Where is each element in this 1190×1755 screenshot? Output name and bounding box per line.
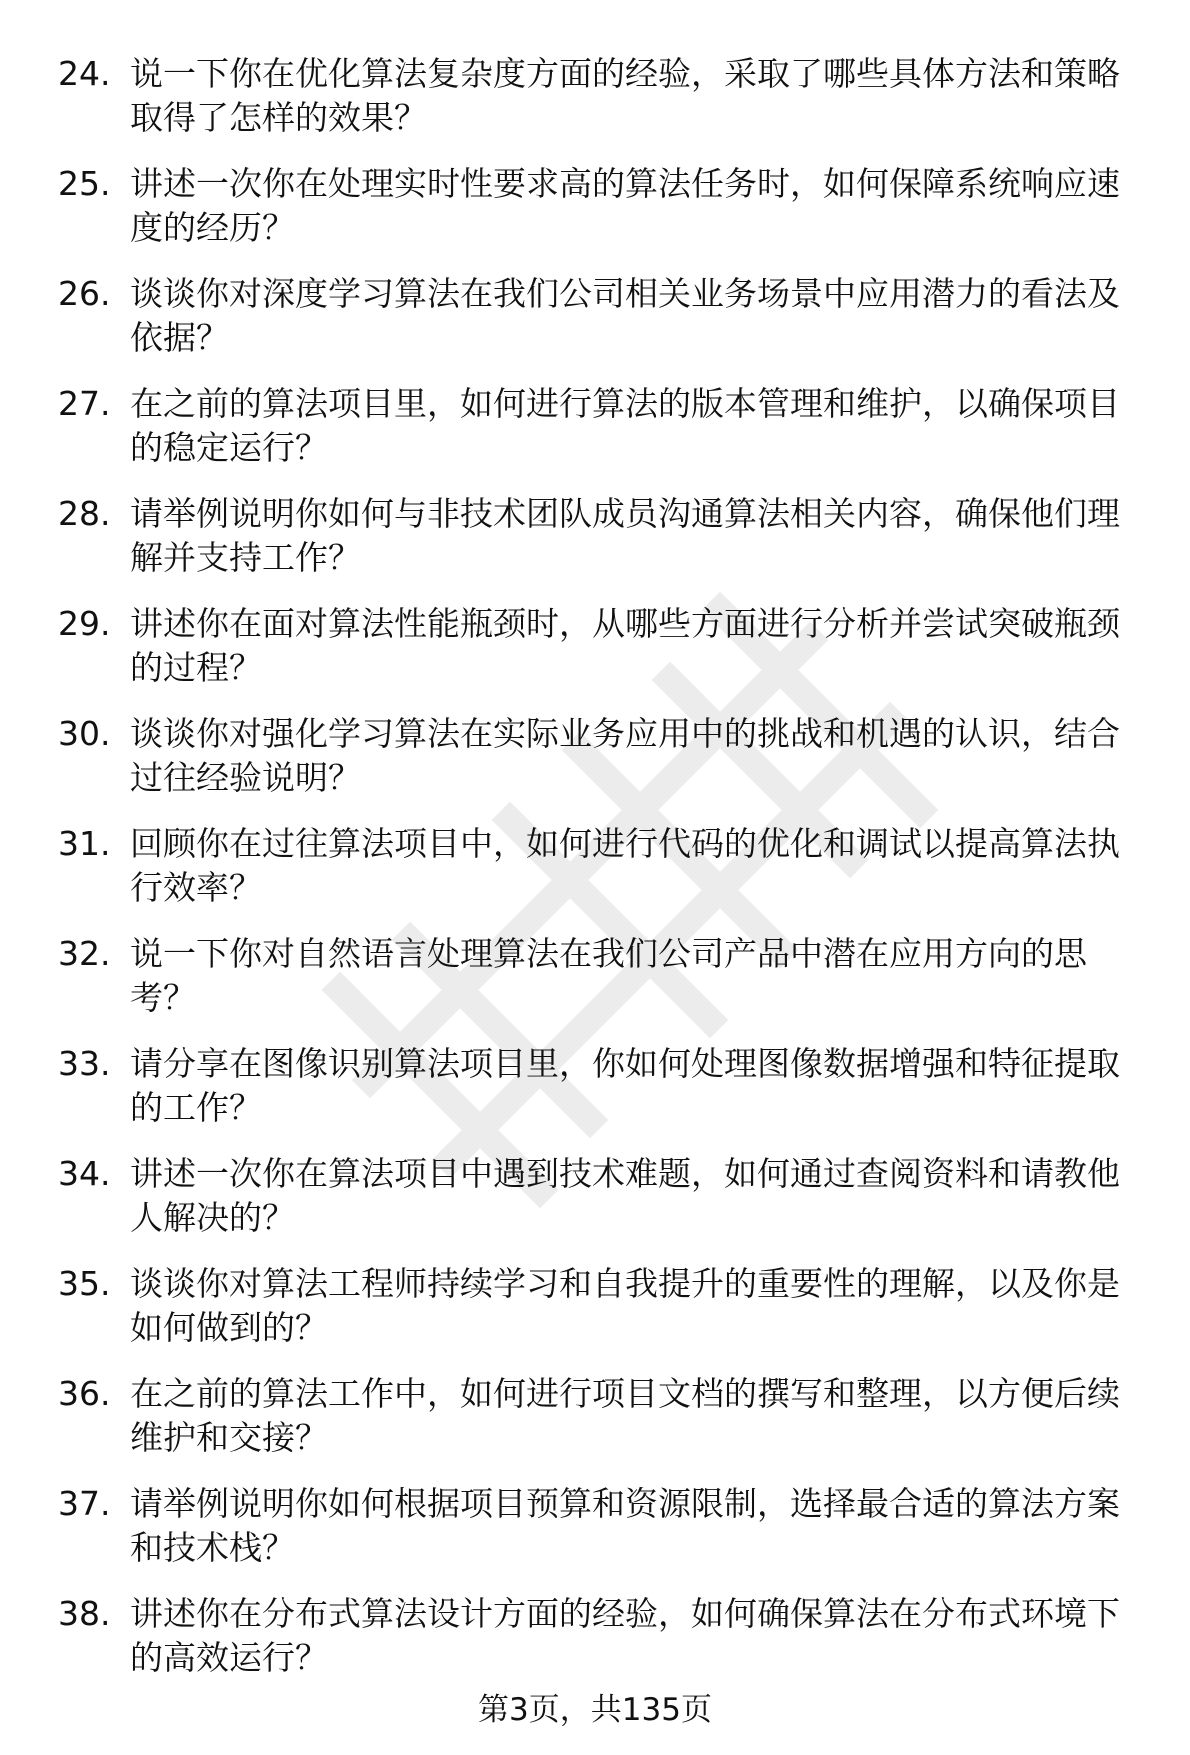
- question-number: 34.: [58, 1154, 111, 1193]
- question-item-30: [58, 712, 1148, 800]
- question-number: 26.: [58, 274, 111, 313]
- question-number: 37.: [58, 1484, 111, 1523]
- question-text: 谈谈你对算法工程师持续学习和自我提升的重要性的理解，以及你是如何做到的？: [130, 1264, 1120, 1347]
- question-text: 谈谈你对深度学习算法在我们公司相关业务场景中应用潜力的看法及依据？: [130, 274, 1120, 357]
- question-text: 讲述一次你在处理实时性要求高的算法任务时，如何保障系统响应速度的经历？: [130, 164, 1120, 247]
- question-text: 回顾你在过往算法项目中，如何进行代码的优化和调试以提高算法执行效率？: [130, 824, 1120, 907]
- question-text: 请举例说明你如何根据项目预算和资源限制，选择最合适的算法方案和技术栈？: [130, 1484, 1120, 1567]
- question-item-33: [58, 1042, 1148, 1130]
- question-item-24: [58, 52, 1148, 140]
- question-item-34: [58, 1152, 1148, 1240]
- question-item-25: [58, 162, 1148, 250]
- question-text: 在之前的算法工作中，如何进行项目文档的撰写和整理，以方便后续维护和交接？: [130, 1374, 1120, 1457]
- question-item-27: [58, 382, 1148, 470]
- question-item-29: [58, 602, 1148, 690]
- question-number: 35.: [58, 1264, 111, 1303]
- question-text: 说一下你对自然语言处理算法在我们公司产品中潜在应用方向的思考？: [130, 934, 1087, 1017]
- question-text: 请分享在图像识别算法项目里，你如何处理图像数据增强和特征提取的工作？: [130, 1044, 1120, 1127]
- page-number-footer: 第3页，共135页: [478, 1692, 712, 1728]
- question-text: 讲述你在分布式算法设计方面的经验，如何确保算法在分布式环境下的高效运行？: [130, 1594, 1120, 1677]
- question-number: 25.: [58, 164, 111, 203]
- question-text: 请举例说明你如何与非技术团队成员沟通算法相关内容，确保他们理解并支持工作？: [130, 494, 1120, 577]
- question-number: 29.: [58, 604, 111, 643]
- question-number: 28.: [58, 494, 111, 533]
- question-item-35: [58, 1262, 1148, 1350]
- question-number: 32.: [58, 934, 111, 973]
- question-number: 30.: [58, 714, 111, 753]
- question-text: 谈谈你对强化学习算法在实际业务应用中的挑战和机遇的认识，结合过往经验说明？: [130, 714, 1120, 797]
- question-item-36: [58, 1372, 1148, 1460]
- question-number: 24.: [58, 54, 111, 93]
- question-text: 讲述你在面对算法性能瓶颈时，从哪些方面进行分析并尝试突破瓶颈的过程？: [130, 604, 1120, 687]
- question-item-37: [58, 1482, 1148, 1570]
- question-number: 38.: [58, 1594, 111, 1633]
- question-number: 31.: [58, 824, 111, 863]
- question-text: 讲述一次你在算法项目中遇到技术难题，如何通过查阅资料和请教他人解决的？: [130, 1154, 1120, 1237]
- question-text: 在之前的算法项目里，如何进行算法的版本管理和维护，以确保项目的稳定运行？: [130, 384, 1120, 467]
- question-number: 27.: [58, 384, 111, 423]
- question-item-26: [58, 272, 1148, 360]
- question-item-32: [58, 932, 1148, 1020]
- question-number: 36.: [58, 1374, 111, 1413]
- question-item-28: [58, 492, 1148, 580]
- question-text: 说一下你在优化算法复杂度方面的经验，采取了哪些具体方法和策略取得了怎样的效果？: [130, 54, 1120, 137]
- question-item-31: [58, 822, 1148, 910]
- question-list: [58, 52, 1148, 1702]
- question-item-38: [58, 1592, 1148, 1680]
- question-number: 33.: [58, 1044, 111, 1083]
